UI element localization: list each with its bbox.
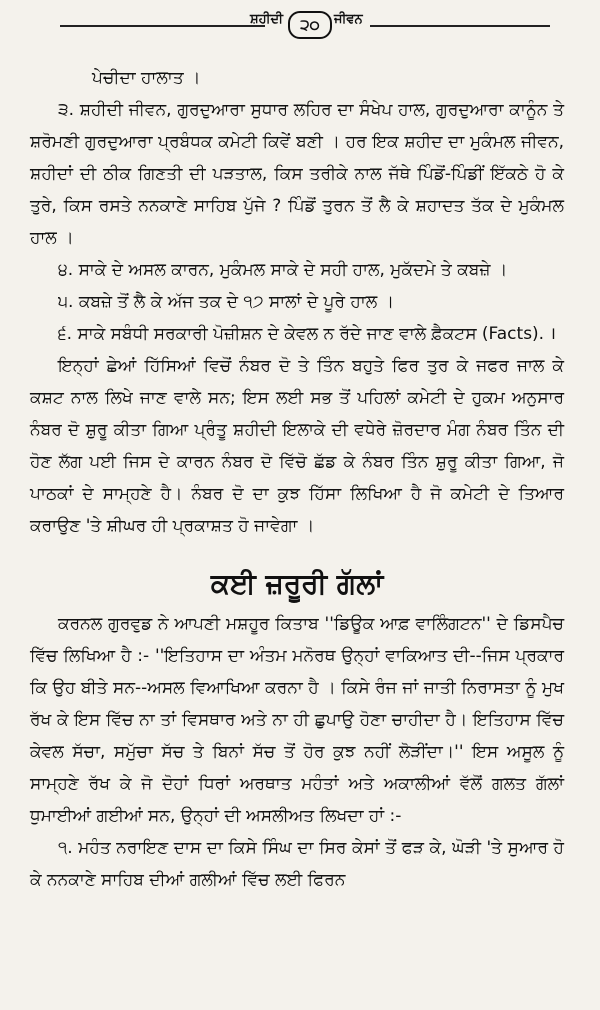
paragraph: ਇਨ੍ਹਾਂ ਛੇਆਂ ਹਿੱਸਿਆਂ ਵਿਚੋਂ ਨੰਬਰ ਦੋ ਤੇ ਤਿੰਨ ਬਹੁਤੇ ਫਿਰ ਤੁਰ ਕੇ ਜਫਰ ਜਾਲ ਕੇ ਕਸ਼ਟ ਨਾਲ ਲਿਖੇ ਜਾਣ ਵਾਲੇ ਸਨ; ਇਸ ਲਈ ਸਭ ਤੋਂ ਪਹਿਲਾਂ ਕਮੇਟੀ ਦੇ ਹੁਕਮ ਅਨੁਸਾਰ ਨੰਬਰ ਦੋ ਸ਼ੁਰੂ ਕੀਤਾ ਗਿਆ ਪ੍ਰੰਤੂ ਸ਼ਹੀਦੀ ਇਲਾਕੇ ਦੀ ਵਧੇਰੇ ਜ਼ੋਰਦਾਰ ਮੰਗ ਨੰਬਰ ਤਿੰਨ ਦੀ ਹੋਣ ਲੱਗ ਪਈ ਜਿਸ ਦੇ ਕਾਰਨ ਨੰਬਰ ਦੋ ਵਿੱਚੋ ਛੱਡ ਕੇ ਨੰਬਰ ਤਿੰਨ ਸ਼ੁਰੂ ਕੀਤਾ ਗਿਆ, ਜੋ ਪਾਠਕਾਂ ਦੇ ਸਾਮ੍ਹਣੇ ਹੈ। ਨੰਬਰ ਦੋ ਦਾ ਕੁਝ ਹਿੱਸਾ ਲਿਖਿਆ ਹੈ ਜੋ ਕਮੇਟੀ ਦੇ ਤਿਆਰ ਕਰਾਉਣ 'ਤੇ ਸ਼ੀਘਰ ਹੀ ਪ੍ਰਕਾਸ਼ਤ ਹੋ ਜਾਵੇਗਾ ।: [30, 356, 564, 536]
list-item: ੫. ਕਬਜ਼ੇ ਤੋਂ ਲੈ ਕੇ ਅੱਜ ਤਕ ਦੇ ੧੭ ਸਾਲਾਂ ਦੇ ਪੂਰੇ ਹਾਲ ।: [58, 292, 395, 312]
section-title: ਕਈ ਜ਼ਰੂਰੀ ਗੱਲਾਂ: [210, 567, 384, 600]
page-number: ੨੦: [288, 11, 332, 39]
paragraph: ਪੇਚੀਦਾ ਹਾਲਾਤ ।: [92, 68, 201, 88]
list-item: ੪. ਸਾਕੇ ਦੇ ਅਸਲ ਕਾਰਨ, ਮੁਕੰਮਲ ਸਾਕੇ ਦੇ ਸਹੀ ਹਾਲ, ਮੁਕੱਦਮੇ ਤੇ ਕਬਜ਼ੇ ।: [58, 260, 508, 280]
list-item: ੧. ਮਹੰਤ ਨਰਾਇਣ ਦਾਸ ਦਾ ਕਿਸੇ ਸਿੰਘ ਦਾ ਸਿਰ ਕੇਸਾਂ ਤੋਂ ਫੜ ਕੇ, ਘੋੜੀ 'ਤੇ ਸੁਆਰ ਹੋ ਕੇ ਨਨਕਾਣੇ ਸਾਹਿਬ ਦੀਆਂ ਗਲੀਆਂ ਵਿੱਚ ਲਈ ਫਿਰਨ: [30, 838, 564, 890]
page-header: [0, 6, 600, 46]
page-body: [30, 62, 564, 896]
header-right-text: ਜੀਵਨ: [334, 12, 363, 27]
header-left-text: ਸ਼ਹੀਦੀ: [250, 12, 284, 27]
list-item: ੩. ਸ਼ਹੀਦੀ ਜੀਵਨ, ਗੁਰਦੁਆਰਾ ਸੁਧਾਰ ਲਹਿਰ ਦਾ ਸੰਖੇਪ ਹਾਲ, ਗੁਰਦੁਆਰਾ ਕਾਨੂੰਨ ਤੇ ਸ਼ਰੋਮਣੀ ਗੁਰਦੁਆਰਾ ਪ੍ਰਬੰਧਕ ਕਮੇਟੀ ਕਿਵੇਂ ਬਣੀ । ਹਰ ਇਕ ਸ਼ਹੀਦ ਦਾ ਮੁਕੰਮਲ ਜੀਵਨ, ਸ਼ਹੀਦਾਂ ਦੀ ਠੀਕ ਗਿਣਤੀ ਦੀ ਪੜਤਾਲ, ਕਿਸ ਤਰੀਕੇ ਨਾਲ ਜੱਥੇ ਪਿੰਡੋਂ-ਪਿੰਡੀਂ ਇੱਕਠੇ ਹੋ ਕੇ ਤੁਰੇ, ਕਿਸ ਰਸਤੇ ਨਨਕਾਣੇ ਸਾਹਿਬ ਪੁੱਜੇ ? ਪਿੰਡੋਂ ਤੁਰਨ ਤੋਂ ਲੈ ਕੇ ਸ਼ਹਾਦਤ ਤੱਕ ਦੇ ਮੁਕੰਮਲ ਹਾਲ ।: [30, 100, 564, 248]
list-item: ੬. ਸਾਕੇ ਸਬੰਧੀ ਸਰਕਾਰੀ ਪੋਜ਼ੀਸ਼ਨ ਦੇ ਕੇਵਲ ਨ ਰੱਦੇ ਜਾਣ ਵਾਲੇ ਫ਼ੈਕਟਸ (Facts). ।: [58, 324, 556, 344]
header-rule-right: [370, 25, 550, 27]
header-rule-left: [60, 25, 265, 27]
paragraph: ਕਰਨਲ ਗੁਰਵੁਡ ਨੇ ਆਪਣੀ ਮਸ਼ਹੂਰ ਕਿਤਾਬ ''ਡਿਊਕ ਆਫ਼ ਵਾਲਿੰਗਟਨ'' ਦੇ ਡਿਸਪੈਚ ਵਿੱਚ ਲਿਖਿਆ ਹੈ :- ''ਇਤਿਹਾਸ ਦਾ ਅੰਤਮ ਮਨੋਰਥ ਉਨ੍ਹਾਂ ਵਾਕਿਆਤ ਦੀ--ਜਿਸ ਪ੍ਰਕਾਰ ਕਿ ਉਹ ਬੀਤੇ ਸਨ--ਅਸਲ ਵਿਆਖਿਆ ਕਰਨਾ ਹੈ । ਕਿਸੇ ਰੰਜ ਜਾਂ ਜਾਤੀ ਨਿਰਾਸਤਾ ਨੂੰ ਮੁਖ ਰੱਖ ਕੇ ਇਸ ਵਿੱਚ ਨਾ ਤਾਂ ਵਿਸਥਾਰ ਅਤੇ ਨਾ ਹੀ ਛੁਪਾਉ ਹੋਣਾ ਚਾਹੀਦਾ ਹੈ। ਇਤਿਹਾਸ ਵਿੱਚ ਕੇਵਲ ਸੱਚਾ, ਸਮੁੱਚਾ ਸੱਚ ਤੇ ਬਿਨਾਂ ਸੱਚ ਤੋਂ ਹੋਰ ਕੁਝ ਨਹੀਂ ਲੋੜੀਂਦਾ।'' ਇਸ ਅਸੂਲ ਨੂੰ ਸਾਮ੍ਹਣੇ ਰੱਖ ਕੇ ਜੋ ਦੋਹਾਂ ਧਿਰਾਂ ਅਰਥਾਤ ਮਹੰਤਾਂ ਅਤੇ ਅਕਾਲੀਆਂ ਵੱਲੋਂ ਗਲਤ ਗੱਲਾਂ ਧੁਮਾਈਆਂ ਗਈਆਂ ਸਨ, ਉਨ੍ਹਾਂ ਦੀ ਅਸਲੀਅਤ ਲਿਖਦਾ ਹਾਂ :-: [30, 614, 564, 826]
